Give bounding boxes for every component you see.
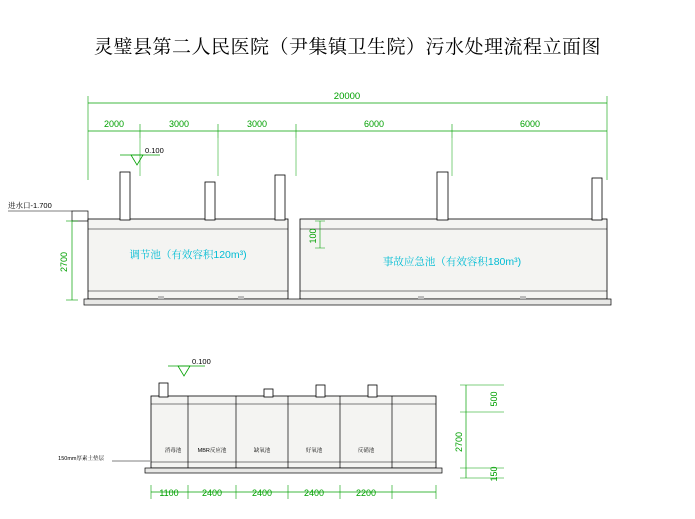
right-dim-2: 2700 <box>454 431 464 453</box>
riser-1 <box>120 172 130 220</box>
right-dim-1: 500 <box>489 391 499 407</box>
bottom-dim-2: 2400 <box>201 488 223 498</box>
inlet-label: 进水口-1.700 <box>8 201 52 210</box>
elevation-label-lower: 0.100 <box>192 357 211 366</box>
elevation-marker-lower <box>178 366 190 376</box>
tank-label-2: 事故应急池（有效容积180m³) <box>382 256 522 268</box>
upper-height-dimension <box>59 221 78 300</box>
tank-group-upper <box>84 172 611 305</box>
bottom-dim-4: 2400 <box>303 488 325 498</box>
riser-lower-1 <box>159 383 168 397</box>
upper-view-dimensions <box>88 91 607 180</box>
riser-5 <box>592 178 602 220</box>
segment-dim-5: 6000 <box>519 119 541 129</box>
base-slab-upper <box>84 299 611 305</box>
cell-label-1: 消毒池 <box>164 448 182 454</box>
segment-dim-3: 3000 <box>246 119 268 129</box>
riser-lower-2 <box>264 389 273 397</box>
riser-3 <box>275 175 285 220</box>
pipe-note-label: 150mm厚素土垫层 <box>58 456 104 462</box>
right-dim-3: 150 <box>489 466 499 482</box>
base-slab-lower <box>145 468 442 473</box>
total-dim-label: 20000 <box>333 91 361 102</box>
bottom-dim-5: 2200 <box>355 488 377 498</box>
riser-lower-4 <box>368 385 377 397</box>
inlet-marker <box>8 200 88 221</box>
bottom-dim-1: 1100 <box>159 488 179 498</box>
bottom-dim-3: 2400 <box>251 488 273 498</box>
upper-height-label: 2700 <box>59 251 69 273</box>
package-unit-body <box>151 396 436 468</box>
cell-label-5: 反硝池 <box>357 448 375 454</box>
cell-label-3: 缺氧池 <box>253 448 271 454</box>
elevation-label-upper: 0.100 <box>145 146 164 155</box>
segment-dim-2: 3000 <box>168 119 190 129</box>
riser-2 <box>205 182 215 220</box>
tank-label-1: 调节池（有效容积120m³) <box>129 249 247 261</box>
segment-dim-1: 2000 <box>103 119 125 129</box>
segment-dim-4: 6000 <box>363 119 385 129</box>
lower-view <box>58 357 504 499</box>
cell-label-2: MBR反应池 <box>197 448 227 454</box>
page-title: 灵璧县第二人民医院（尹集镇卫生院）污水处理流程立面图 <box>93 37 601 58</box>
cell-label-4: 好氧池 <box>305 448 323 454</box>
riser-4 <box>437 172 448 220</box>
inner-dim-label: 100 <box>308 228 318 244</box>
elevation-marker-upper <box>120 146 164 165</box>
riser-lower-3 <box>316 385 325 397</box>
